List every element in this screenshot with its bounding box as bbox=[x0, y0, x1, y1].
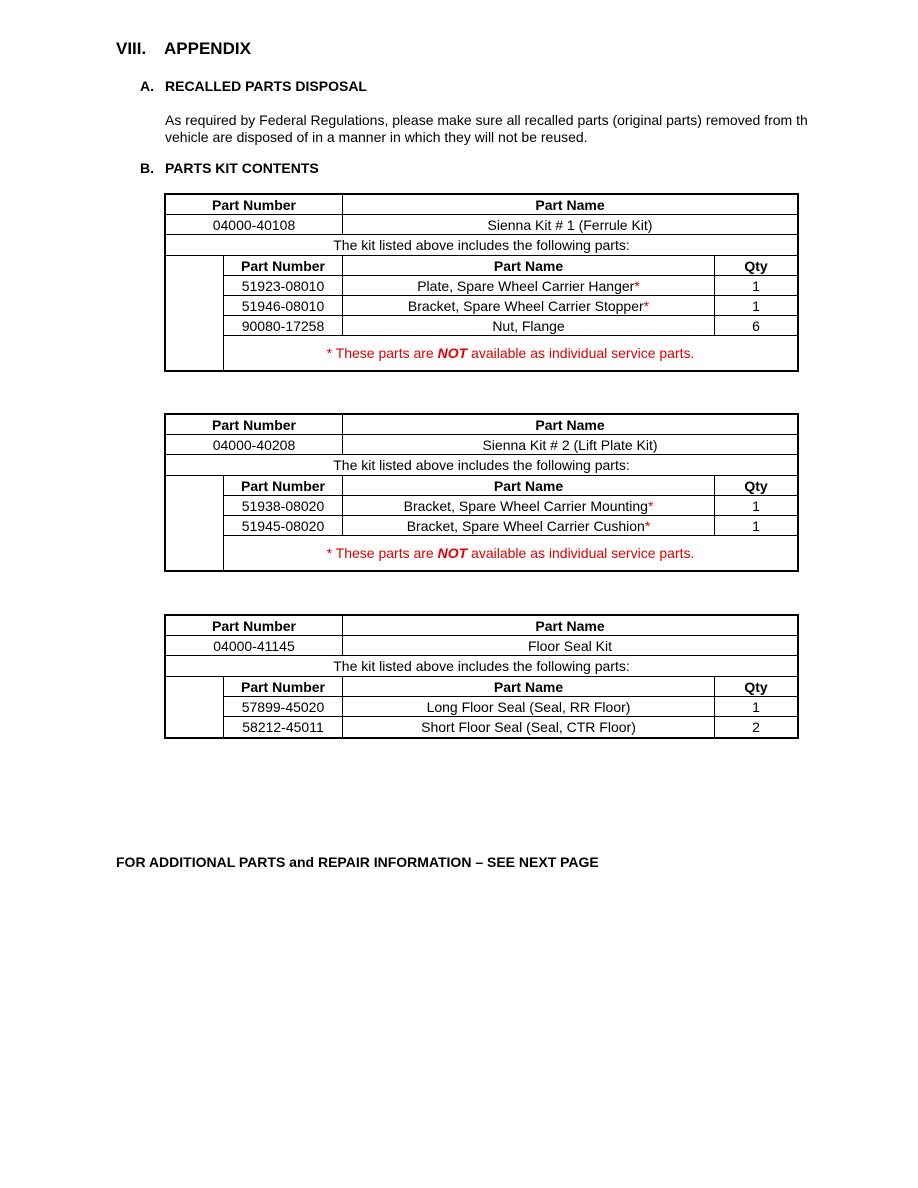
table-row bbox=[224, 496, 797, 516]
kit-header-row bbox=[166, 415, 797, 435]
part-name-cell bbox=[343, 496, 715, 515]
table-row bbox=[224, 316, 797, 336]
sub-qty-header: Qty bbox=[744, 477, 768, 494]
qty-cell: 1 bbox=[752, 277, 760, 294]
part-name-header: Part Name bbox=[535, 196, 605, 213]
subsection-a-heading bbox=[140, 78, 367, 94]
part-name-text: Bracket, Spare Wheel Carrier Cushion bbox=[406, 517, 645, 534]
table-row bbox=[224, 697, 797, 717]
warning-row bbox=[224, 336, 797, 370]
kit-part-name: Floor Seal Kit bbox=[527, 637, 613, 654]
part-name-header: Part Name bbox=[535, 416, 605, 433]
part-number-header: Part Number bbox=[166, 616, 343, 635]
kit-part-number: 04000-41145 bbox=[166, 636, 343, 655]
qty-cell: 1 bbox=[752, 698, 760, 715]
part-name-text: Short Floor Seal (Seal, CTR Floor) bbox=[421, 719, 636, 735]
table-row bbox=[224, 296, 797, 316]
part-number-header: Part Number bbox=[166, 195, 343, 214]
kit-table-1 bbox=[164, 193, 799, 372]
warning-post: available as individual service parts. bbox=[467, 545, 695, 561]
qty-cell: 1 bbox=[752, 517, 760, 534]
warning-star: * bbox=[326, 545, 333, 561]
table-row bbox=[224, 717, 797, 737]
part-name-text: Bracket, Spare Wheel Carrier Stopper bbox=[407, 297, 644, 314]
warning-emphasis: NOT bbox=[437, 545, 468, 561]
part-name-text: Plate, Spare Wheel Carrier Hanger bbox=[417, 277, 635, 294]
part-number-cell: 51938-08020 bbox=[224, 496, 343, 515]
kit-header-row bbox=[166, 616, 797, 636]
section-title: APPENDIX bbox=[164, 39, 251, 58]
table-row bbox=[224, 276, 797, 296]
sub-part-number-header: Part Number bbox=[224, 677, 343, 696]
qty-cell: 1 bbox=[752, 497, 760, 514]
section-heading bbox=[116, 39, 251, 59]
kit-row bbox=[166, 215, 797, 235]
footer-note: FOR ADDITIONAL PARTS and REPAIR INFORMATION – SEE NEXT PAGE bbox=[116, 854, 599, 870]
subsection-a-title: RECALLED PARTS DISPOSAL bbox=[165, 78, 367, 94]
kit-row bbox=[166, 636, 797, 656]
warning-row bbox=[224, 536, 797, 570]
part-number-cell: 51946-08010 bbox=[224, 296, 343, 315]
sub-part-name-header: Part Name bbox=[343, 476, 715, 495]
not-available-marker: * bbox=[634, 277, 640, 294]
part-name-cell bbox=[343, 316, 715, 335]
not-available-marker: * bbox=[643, 297, 650, 314]
kit-row bbox=[166, 435, 797, 455]
sub-qty-header: Qty bbox=[744, 257, 768, 274]
subsection-b-heading bbox=[140, 160, 319, 176]
part-name-cell bbox=[343, 717, 715, 737]
kit-note: The kit listed above includes the following parts: bbox=[166, 235, 797, 256]
kit-part-name: Sienna Kit # 2 (Lift Plate Kit) bbox=[482, 436, 658, 453]
kit-header-row bbox=[166, 195, 797, 215]
sub-parts-table bbox=[223, 476, 797, 570]
part-number-cell: 51945-08020 bbox=[224, 516, 343, 535]
part-number-cell: 51923-08010 bbox=[224, 276, 343, 295]
part-name-text: Bracket, Spare Wheel Carrier Mounting bbox=[403, 497, 648, 514]
subsection-a-letter: A. bbox=[140, 78, 154, 94]
warning-star: * bbox=[326, 345, 333, 361]
kit-part-name: Sienna Kit # 1 (Ferrule Kit) bbox=[487, 216, 653, 233]
part-name-cell bbox=[343, 516, 715, 535]
not-available-marker: * bbox=[647, 497, 654, 514]
kit-table-2 bbox=[164, 413, 799, 572]
warning-text bbox=[224, 536, 797, 570]
subsection-b-letter: B. bbox=[140, 160, 154, 176]
kit-note: The kit listed above includes the following parts: bbox=[166, 455, 797, 476]
sub-parts-table bbox=[223, 677, 797, 737]
disposal-line-1: As required by Federal Regulations, please make sure all recalled parts (original parts) removed from th bbox=[165, 112, 808, 128]
part-number-header: Part Number bbox=[166, 415, 343, 434]
sub-part-number-header: Part Number bbox=[224, 476, 343, 495]
part-number-cell: 58212-45011 bbox=[224, 717, 343, 737]
qty-cell: 2 bbox=[752, 719, 760, 735]
qty-cell: 6 bbox=[752, 317, 760, 334]
sub-header-row bbox=[224, 256, 797, 276]
warning-pre: These parts are bbox=[332, 345, 438, 361]
part-name-cell bbox=[343, 697, 715, 716]
sub-header-row bbox=[224, 677, 797, 697]
qty-cell: 1 bbox=[752, 297, 760, 314]
warning-post: available as individual service parts. bbox=[467, 345, 695, 361]
kit-note: The kit listed above includes the following parts: bbox=[166, 656, 797, 677]
sub-qty-header: Qty bbox=[744, 678, 768, 695]
sub-part-name-header: Part Name bbox=[343, 677, 715, 696]
part-name-header: Part Name bbox=[535, 617, 605, 634]
part-name-text: Nut, Flange bbox=[492, 317, 565, 334]
warning-pre: These parts are bbox=[332, 545, 438, 561]
warning-text bbox=[224, 336, 797, 370]
part-name-cell bbox=[343, 276, 715, 295]
disposal-paragraph bbox=[165, 112, 810, 145]
kit-part-number: 04000-40108 bbox=[166, 215, 343, 234]
part-name-cell bbox=[343, 296, 715, 315]
part-number-cell: 90080-17258 bbox=[224, 316, 343, 335]
disposal-line-2: vehicle are disposed of in a manner in which they will not be reused. bbox=[165, 128, 588, 145]
subsection-b-title: PARTS KIT CONTENTS bbox=[165, 160, 319, 176]
sub-header-row bbox=[224, 476, 797, 496]
sub-part-name-header: Part Name bbox=[343, 256, 715, 275]
kit-part-number: 04000-40208 bbox=[166, 435, 343, 454]
sub-parts-table bbox=[223, 256, 797, 370]
warning-emphasis: NOT bbox=[437, 345, 468, 361]
section-number: VIII. bbox=[116, 39, 147, 58]
not-available-marker: * bbox=[644, 517, 651, 534]
table-row bbox=[224, 516, 797, 536]
sub-part-number-header: Part Number bbox=[224, 256, 343, 275]
part-number-cell: 57899-45020 bbox=[224, 697, 343, 716]
part-name-text: Long Floor Seal (Seal, RR Floor) bbox=[426, 698, 631, 715]
kit-table-3 bbox=[164, 614, 799, 739]
